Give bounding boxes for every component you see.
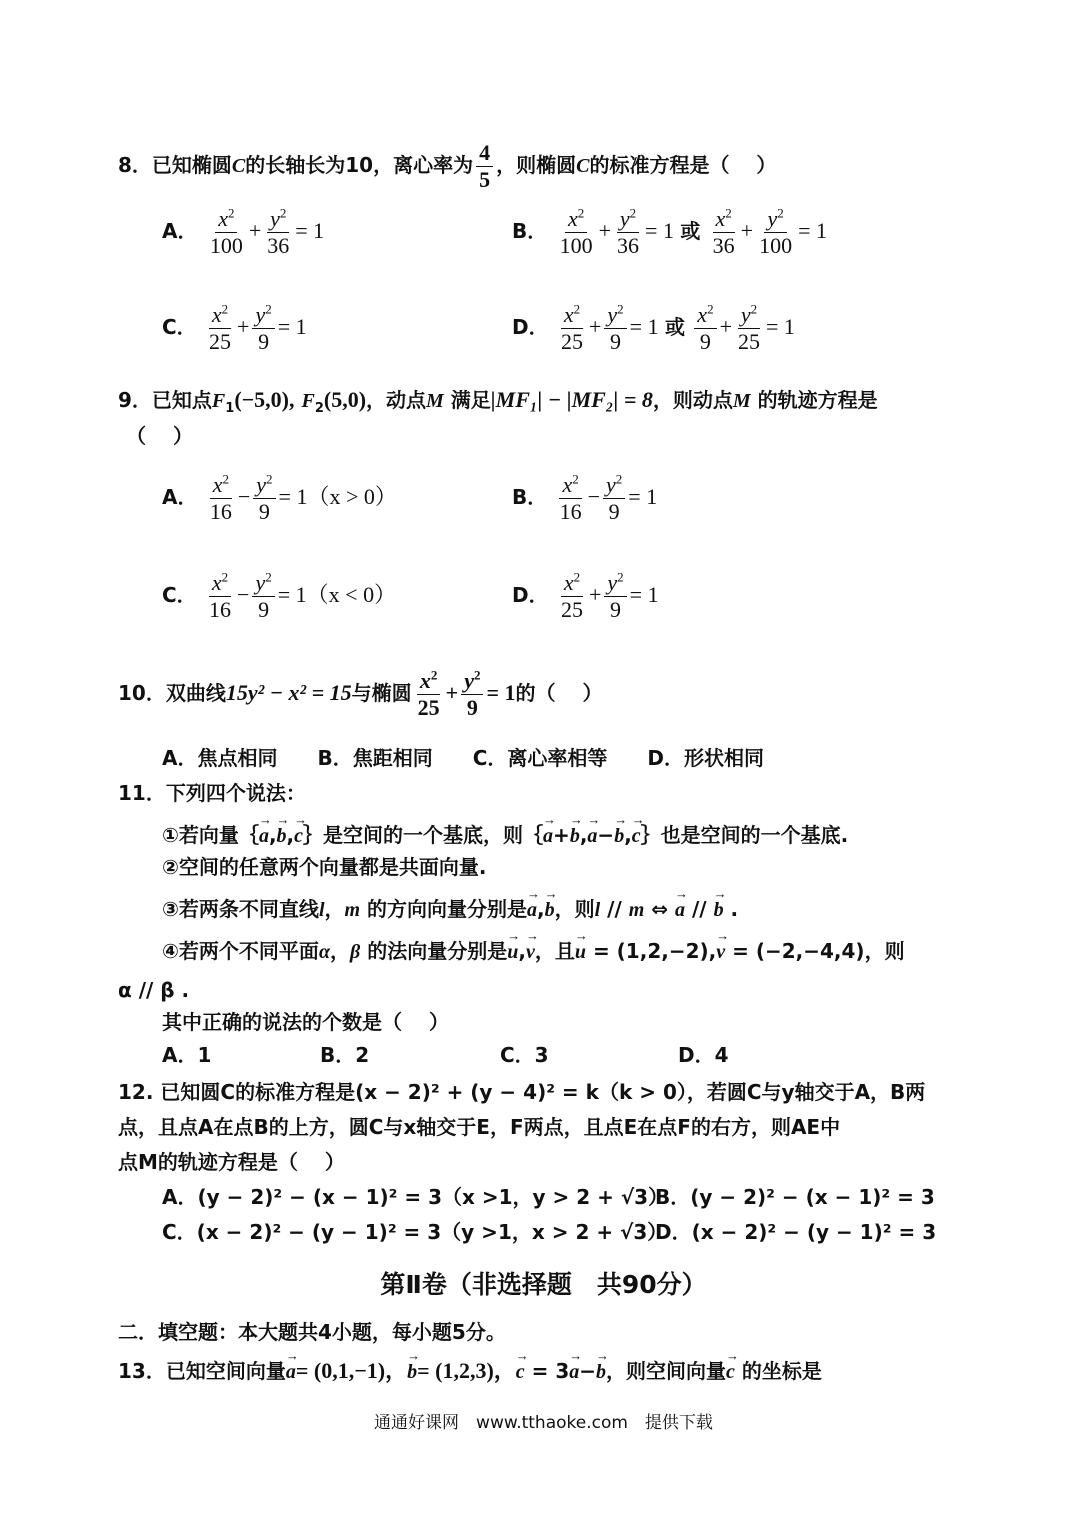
q8-option-b: B． $\frac{x^2}{100}$ + $\frac{y^2}{36}$ = 1 或 $\frac{x^2}{36}$ + $\frac{y^2}{100}$ = 1 bbox=[512, 205, 828, 258]
q11-statement-2: ②空间的任意两个向量都是共面向量. bbox=[162, 855, 487, 879]
q9-option-a: A． $\frac{x^2}{16}$ − $\frac{y^2}{9}$ = 1（x > 0） bbox=[162, 471, 397, 524]
q11-option-b: B．2 bbox=[320, 1043, 370, 1067]
q13-stem: 13．已知空间向量→ a= (0,1,−1)，→ b= (1,2,3)，→ c = 3→ a−→ b，则空间向量→ c 的坐标是 bbox=[118, 1356, 822, 1384]
q9-option-c: C． $\frac{x^2}{16}$ − $\frac{y^2}{9}$ = 1（x < 0） bbox=[162, 569, 397, 622]
q9-stem: 9．已知点$F_1(-5,0)$, $F_2(5,0)$，动点M 满足|MF₁| − |MF₂| = 8，则动点M 的轨迹方程是 bbox=[118, 387, 878, 416]
q9-option-d: D． $\frac{x^2}{25}$ + $\frac{y^2}{9}$ = 1 bbox=[512, 569, 659, 622]
q11-option-d: D．4 bbox=[678, 1043, 729, 1067]
q11-statement-3: ③若两条不同直线l，m 的方向向量分别是→ a,→ b，则l // m ⇔ → a // → b . bbox=[162, 894, 738, 922]
q12-option-d: D．(x − 2)² − (y − 1)² = 3 bbox=[655, 1220, 937, 1244]
q12-line-1: 12. 已知圆C的标准方程是(x − 2)² + (y − 4)² = k（k > 0），若圆C与y轴交于A，B两 bbox=[118, 1080, 926, 1104]
q10-stem: 10．双曲线15y² − x² = 15与椭圆 $\frac{x^2}{25}$ + $\frac{y^2}{9}$ = 1的（ ） bbox=[118, 667, 603, 720]
q12-option-a: A．(y − 2)² − (x − 1)² = 3（x >1，y > 2 + √3） bbox=[162, 1185, 669, 1209]
q11-question: 其中正确的说法的个数是（ ） bbox=[162, 1010, 449, 1034]
q8-option-c: C． $\frac{x^2}{25}$ + $\frac{y^2}{9}$ = 1 bbox=[162, 301, 307, 354]
q12-line-3: 点M的轨迹方程是（ ） bbox=[118, 1150, 345, 1174]
footer-credit: 通通好课网 www.tthaoke.com 提供下载 bbox=[374, 1413, 713, 1433]
part2-heading: 二．填空题：本大题共4小题，每小题5分。 bbox=[118, 1320, 506, 1344]
q10-options: A．焦点相同 B．焦距相同 C．离心率相等 D．形状相同 bbox=[162, 746, 765, 770]
q12-option-c: C．(x − 2)² − (y − 1)² = 3（y >1，x > 2 + √3） bbox=[162, 1220, 668, 1244]
q8-option-a: A． $\frac{x^2}{100}$ + $\frac{y^2}{36}$ = 1 bbox=[162, 205, 325, 258]
q11-statement-4-end: α // β . bbox=[118, 978, 190, 1002]
q9-paren: （ ） bbox=[126, 424, 193, 448]
q8-stem: 8．已知椭圆C的长轴长为10，离心率为 $\frac{4}{5}$ ，则椭圆C的标准方程是（ ） bbox=[118, 140, 777, 192]
q11-statement-4: ④若两个不同平面α，β 的法向量分别是→ u,→ v，且→ u = (1,2,−2),→ v = (−2,−4,4)，则 bbox=[162, 936, 905, 964]
q11-option-a: A．1 bbox=[162, 1043, 212, 1067]
q9-option-b: B． $\frac{x^2}{16}$ − $\frac{y^2}{9}$ = 1 bbox=[512, 471, 658, 524]
q12-line-2: 点，且点A在点B的上方，圆C与x轴交于E，F两点，且点E在点F的右方，则AE中 bbox=[118, 1115, 841, 1139]
q11-statement-1: ①若向量｛→ a,→ b,→ c｝是空间的一个基底，则｛→ a+→ b,→ a−→ b,→ c｝也是空间的一个基底. bbox=[162, 820, 848, 848]
q8-option-d: D． $\frac{x^2}{25}$ + $\frac{y^2}{9}$ = 1 或 $\frac{x^2}{9}$ + $\frac{y^2}{25}$ = 1 bbox=[512, 301, 795, 354]
q11-option-c: C．3 bbox=[500, 1043, 549, 1067]
q11-stem: 11．下列四个说法： bbox=[118, 781, 306, 805]
q12-option-b: B．(y − 2)² − (x − 1)² = 3 bbox=[655, 1185, 935, 1209]
section-heading: 第Ⅱ卷（非选择题 共90分） bbox=[380, 1270, 707, 1299]
